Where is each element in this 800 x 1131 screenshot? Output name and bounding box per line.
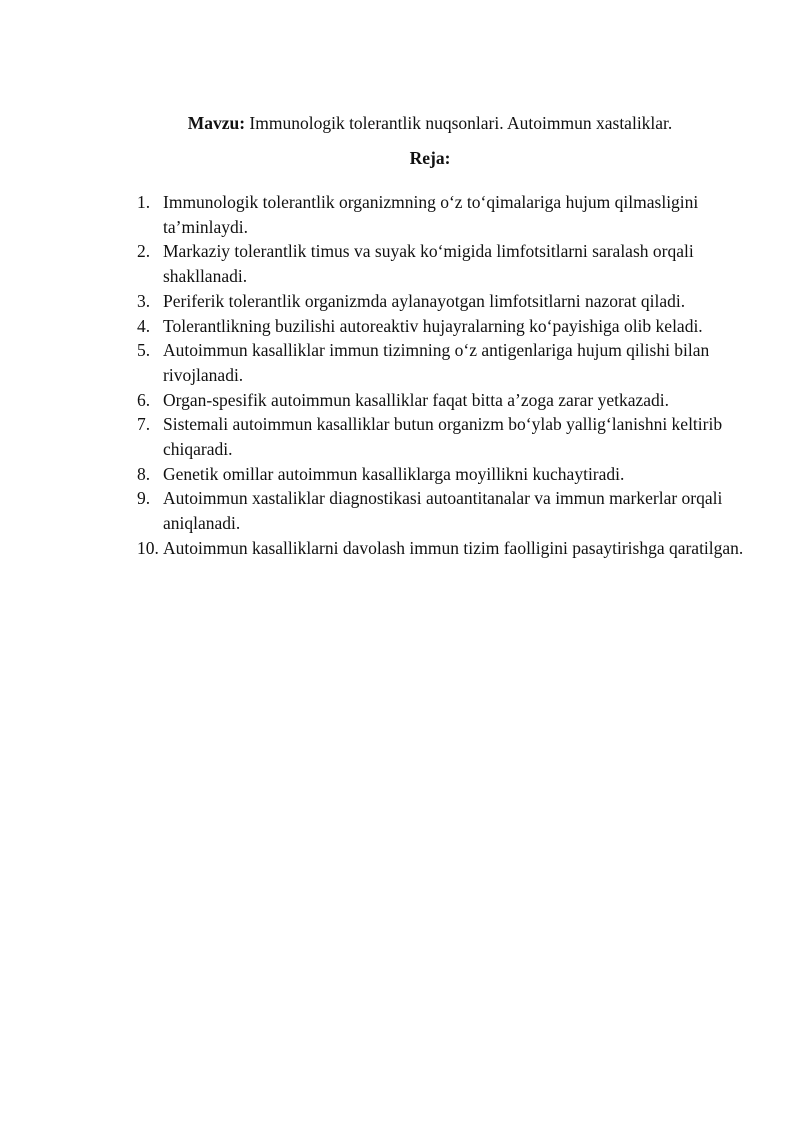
plan-item-number: 10. bbox=[137, 537, 159, 558]
plan-item bbox=[137, 190, 747, 239]
plan-item bbox=[137, 338, 747, 387]
plan-item-number: 2. bbox=[137, 241, 151, 262]
plan-item-text: Markaziy tolerantlik timus va suyak ko‘migida limfotsitlarni saralash orqali shakllanadi. bbox=[163, 241, 694, 287]
plan-item bbox=[137, 388, 747, 413]
plan-item-text: Organ-spesifik autoimmun kasalliklar faqat bitta a’zoga zarar yetkazadi. bbox=[163, 389, 669, 410]
plan-item-text: Autoimmun xastaliklar diagnostikasi autoantitanalar va immun markerlar orqali aniqlanadi. bbox=[163, 488, 723, 534]
plan-list bbox=[137, 190, 747, 561]
plan-item-text: Periferik tolerantlik organizmda aylanayotgan limfotsitlarni nazorat qiladi. bbox=[163, 290, 686, 311]
topic-line bbox=[0, 111, 800, 135]
plan-item bbox=[137, 462, 747, 487]
plan-heading: Reja: bbox=[409, 148, 451, 168]
topic-text: Immunologik tolerantlik nuqsonlari. Autoimmun xastaliklar. bbox=[245, 113, 673, 133]
plan-item-text: Genetik omillar autoimmun kasalliklarga moyillikni kuchaytiradi. bbox=[163, 463, 625, 484]
plan-item bbox=[137, 412, 747, 461]
plan-item-number: 5. bbox=[137, 340, 151, 361]
plan-item-text: Immunologik tolerantlik organizmning o‘z to‘qimalariga hujum qilmasligini ta’minlaydi. bbox=[163, 192, 699, 237]
plan-item bbox=[137, 314, 747, 339]
plan-item-number: 4. bbox=[137, 315, 151, 336]
plan-item-number: 9. bbox=[137, 488, 151, 509]
plan-item-number: 6. bbox=[137, 389, 151, 410]
plan-item bbox=[137, 239, 747, 288]
plan-item-number: 1. bbox=[137, 192, 151, 212]
plan-item bbox=[137, 536, 747, 561]
plan-item-text: Autoimmun kasalliklar immun tizimning o‘z antigenlariga hujum qilishi bilan rivojlanadi. bbox=[163, 340, 710, 385]
plan-item bbox=[137, 289, 747, 314]
plan-item-number: 8. bbox=[137, 463, 151, 484]
plan-item-number: 7. bbox=[137, 414, 151, 435]
plan-item bbox=[137, 486, 747, 535]
plan-item-number: 3. bbox=[137, 290, 151, 311]
topic-label: Mavzu: bbox=[187, 113, 246, 133]
plan-item-text: Sistemali autoimmun kasalliklar butun organizm bo‘ylab yallig‘lanishni keltirib chiqaradi. bbox=[163, 414, 723, 460]
plan-item-text: Autoimmun kasalliklarni davolash immun tizim faolligini pasaytirishga qaratilgan. bbox=[163, 537, 744, 558]
plan-item-text: Tolerantlikning buzilishi autoreaktiv hujayralarning ko‘payishiga olib keladi. bbox=[163, 315, 703, 336]
